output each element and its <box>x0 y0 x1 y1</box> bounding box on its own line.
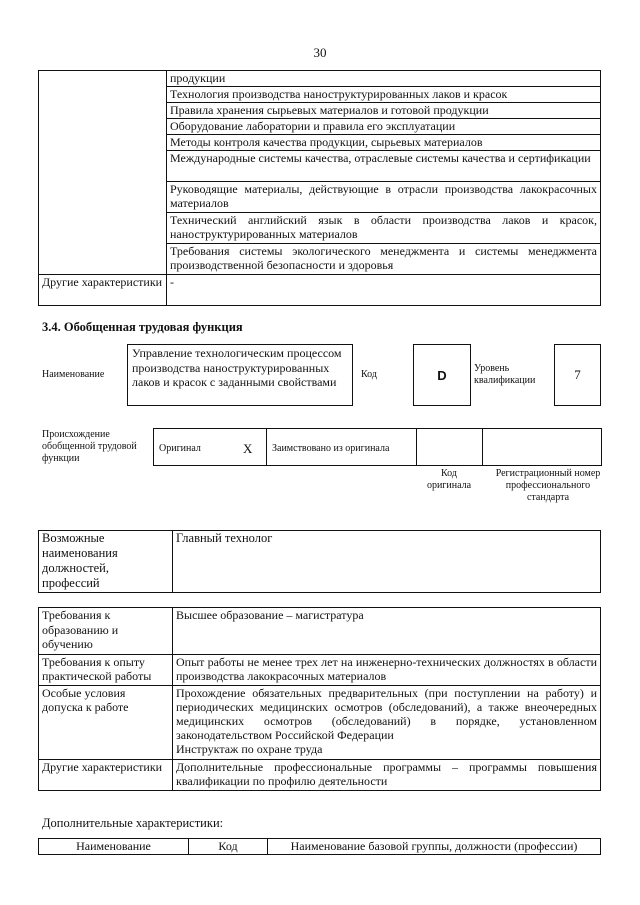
original-mark: X <box>243 441 253 456</box>
knowledge-item: Технология производства наноструктурированных лаков и красок <box>167 87 601 103</box>
knowledge-item: продукции <box>167 71 601 87</box>
knowledge-item: Правила хранения сырьевых материалов и готовой продукции <box>167 103 601 119</box>
other-characteristics-value: - <box>167 275 601 306</box>
experience-label: Требования к опыту практической работы <box>39 655 173 686</box>
requirements-table <box>38 607 601 791</box>
knowledge-item: Методы контроля качества продукции, сырьевых материалов <box>167 135 601 151</box>
qualification-level-box <box>554 344 601 406</box>
positions-value: Главный технолог <box>173 531 601 593</box>
borrowed-label: Заимствовано из оригинала <box>272 443 390 454</box>
education-value: Высшее образование – магистратура <box>173 608 601 655</box>
knowledge-table <box>38 70 601 306</box>
positions-label: Возможные наименования должностей, профессий <box>39 531 173 593</box>
section-heading: 3.4. Обобщенная трудовая функция <box>42 320 243 334</box>
origin-divider <box>416 429 417 465</box>
knowledge-label-cell <box>39 71 167 275</box>
origin-divider <box>482 429 483 465</box>
name-label: Наименование <box>42 369 105 380</box>
additional-heading: Дополнительные характеристики: <box>42 816 224 830</box>
col-name: Наименование <box>39 839 189 855</box>
code-box <box>413 344 471 406</box>
admission-value <box>173 686 601 760</box>
knowledge-item: Руководящие материалы, действующие в отрасли производства лакокрасочных материалов <box>167 182 601 213</box>
origin-label: Происхождение обобщенной трудовой функции <box>42 429 137 464</box>
experience-value: Опыт работы не менее трех лет на инженерно-технических должностях в области производства лакокрасочных материалов <box>173 655 601 686</box>
original-label: Оригинал <box>159 443 201 454</box>
additional-table <box>38 838 601 855</box>
caption-original-code: Код оригинала <box>426 468 472 491</box>
col-group: Наименование базовой группы, должности (профессии) <box>268 839 601 855</box>
knowledge-item: Оборудование лаборатории и правила его эксплуатации <box>167 119 601 135</box>
knowledge-item: Международные системы качества, отраслевые системы качества и сертификации <box>167 151 601 182</box>
qualification-level-label: Уровень квалификации <box>474 363 536 386</box>
origin-divider <box>266 429 267 465</box>
other-characteristics-label: Другие характеристики <box>39 275 167 306</box>
col-code: Код <box>189 839 268 855</box>
other-characteristics-label-2: Другие характеристики <box>39 760 173 791</box>
education-label: Требования к образованию и обучению <box>39 608 173 655</box>
admission-briefing: Инструктаж по охране труда <box>176 742 323 756</box>
code-value: D <box>437 367 447 383</box>
caption-registration-number: Регистрационный номер профессионального стандарта <box>495 468 601 503</box>
admission-medical: Прохождение обязательных предварительных (при поступлении на работу) и периодических медицинских осмотров (обследований), а также внеочередных медицинских осмотров (обследований) в порядке, установленном законодательством Российской Федерации <box>176 686 597 742</box>
other-characteristics-value-2: Дополнительные профессиональные программы – программы повышения квалификации по профилю деятельности <box>173 760 601 791</box>
knowledge-item: Технический английский язык в области производства лаков и красок, наноструктурированных материалов <box>167 213 601 244</box>
knowledge-item: Требования системы экологического менеджмента и системы менеджмента производственной безопасности и здоровья <box>167 244 601 275</box>
qualification-level-value: 7 <box>574 367 581 382</box>
function-name-value: Управление технологическим процессом производства наноструктурированных лаков и красок с заданными свойствами <box>132 346 342 389</box>
code-label: Код <box>361 369 377 380</box>
positions-table <box>38 530 601 593</box>
page-number: 30 <box>313 45 327 60</box>
function-name-box <box>127 344 353 406</box>
admission-label: Особые условия допуска к работе <box>39 686 173 760</box>
